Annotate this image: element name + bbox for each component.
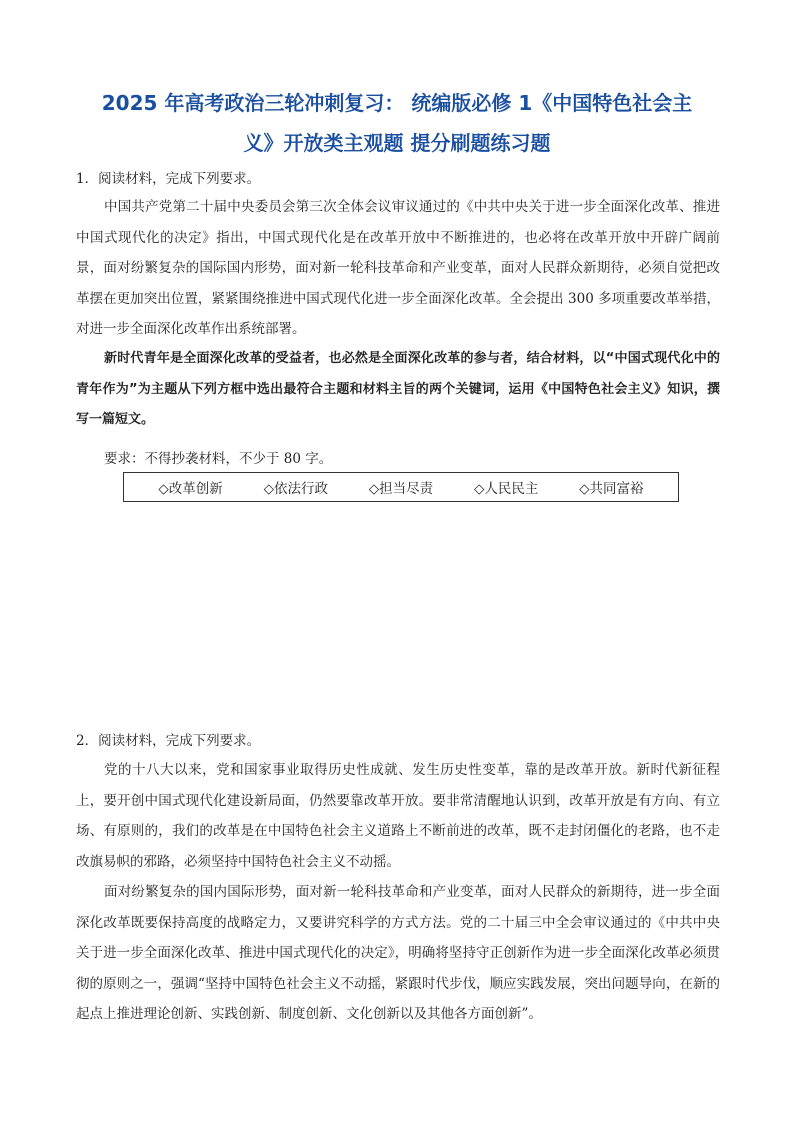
question-1-task: 新时代青年是全面深化改革的受益者，也必然是全面深化改革的参与者，结合材料，以“中国式现代化中的青年作为”为主题从下列方框中选出最符合主题和材料主旨的两个关键词，运用《中国特色社会主义》知识，撰写一篇短文。 [76,351,720,427]
keyword-item: ◇改革创新 [158,481,223,497]
question-2-paragraph-2: 面对纷繁复杂的国内国际形势，面对新一轮科技革命和产业变革，面对人民群众的新期待，进一步全面深化改革既要保持高度的战略定力，又要讲究科学的方式方法。党的二十届三中全会审议通过的《中共中央关于进一步全面深化改革、推进中国式现代化的决定》，明确将坚持守正创新作为进一步全面深化改革必须贯彻的原则之一，强调“坚持中国特色社会主义不动摇，紧跟时代步伐，顺应实践发展，突出问题导向，在新的起点上推进理论创新、实践创新、制度创新、文化创新以及其他各方面创新”。 [76,884,720,1022]
question-2-paragraph-1: 党的十八大以来，党和国家事业取得历史性成就、发生历史性变革，靠的是改革开放。新时代新征程上，要开创中国式现代化建设新局面，仍然要靠改革开放。要非常清醒地认识到，改革开放是有方向、有立场、有原则的，我们的改革是在中国特色社会主义道路上不断前进的改革，既不走封闭僵化的老路，也不走改旗易帜的邪路，必须坚持中国特色社会主义不动摇。 [76,762,720,870]
document-title-line-1: 2025 年高考政治三轮冲刺复习： 统编版必修 1《中国特色社会主 [101,91,693,115]
keyword-item: ◇人民民主 [473,481,539,497]
keyword-item: ◇依法行政 [263,481,328,497]
document-title-line-2: 义》开放类主观题 提分刷题练习题 [243,131,551,155]
question-2-heading: 2．阅读材料，完成下列要求。 [76,733,261,749]
question-1-heading: 1．阅读材料，完成下列要求。 [76,171,261,187]
keyword-item: ◇共同富裕 [579,481,644,497]
question-1-requirement: 要求：不得抄袭材料，不少于 80 字。 [104,451,333,467]
keyword-item: ◇担当尽责 [368,481,434,497]
keyword-box [123,472,679,502]
question-1-material: 中国共产党第二十届中央委员会第三次全体会议审议通过的《中共中央关于进一步全面深化改革、推进中国式现代化的决定》指出，中国式现代化是在改革开放中不断推进的，也必将在改革开放中开辟广阔前景，面对纷繁复杂的国际国内形势，面对新一轮科技革命和产业变革，面对人民群众新期待，必须自觉把改革摆在更加突出位置，紧紧围绕推进中国式现代化进一步全面深化改革。全会提出 300 多项重要改革举措，对进一步全面深化改革作出系统部署。 [76,199,720,337]
